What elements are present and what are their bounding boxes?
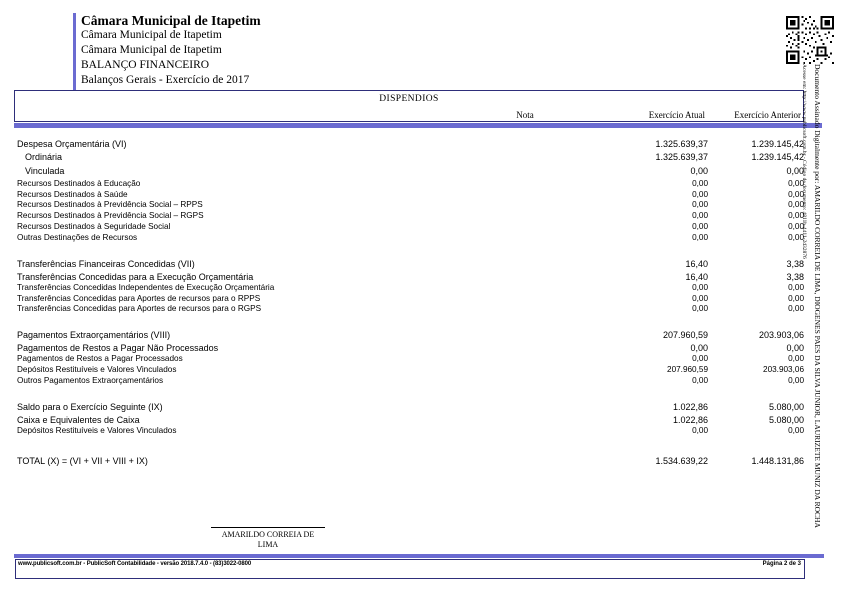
row-nota: [498, 294, 558, 305]
row-value-exercicio-anterior: 0,00: [788, 375, 804, 385]
row-nota: [498, 376, 558, 387]
row-value-exercicio-atual: 0,00: [692, 304, 708, 314]
row-nota: [498, 330, 558, 341]
row-label: Pagamentos de Restos a Pagar Processados: [17, 354, 183, 364]
row-label: Recursos Destinados à Seguridade Social: [17, 222, 171, 232]
org-name-line3: Câmara Municipal de Itapetim: [81, 44, 222, 56]
row-nota: [498, 283, 558, 294]
qr-code-icon: [786, 16, 834, 64]
row-value-exercicio-atual: 0,00: [692, 200, 708, 210]
row-label: Transferências Concedidas Independentes de Execução Orçamentária: [17, 282, 275, 292]
footer-software-info: www.publicsoft.com.br - PublicSoft Contabilidade - versão 2018.7.4.0 - (83)3022-0800: [18, 561, 252, 567]
table-row: [17, 376, 804, 387]
row-value-exercicio-anterior: 0,00: [788, 354, 804, 364]
row-value-exercicio-atual: 0,00: [692, 354, 708, 364]
row-value-exercicio-atual: 1.022,86: [672, 414, 708, 425]
row-nota: [498, 426, 558, 437]
row-nota: [498, 365, 558, 376]
row-value-exercicio-atual: 0,00: [692, 425, 708, 435]
row-nota: [498, 190, 558, 201]
row-label: Recursos Destinados à Previdência Social – RGPS: [17, 211, 204, 221]
row-nota: [498, 139, 558, 150]
signature-name-line2: LIMA: [257, 539, 279, 549]
row-value-exercicio-atual: 0,00: [690, 165, 708, 176]
footer-divider-bar: [14, 554, 824, 558]
row-label: TOTAL (X) = (VI + VII + VIII + IX): [17, 455, 148, 466]
row-value-exercicio-atual: 1.022,86: [672, 401, 708, 412]
row-label: Outros Pagamentos Extraorçamentários: [17, 375, 164, 385]
row-nota: [498, 415, 558, 426]
table-row: [17, 365, 804, 376]
table-row: [17, 200, 804, 211]
table-rows: [17, 139, 804, 466]
row-nota: [498, 233, 558, 244]
table-row: [17, 304, 804, 315]
row-value-exercicio-anterior: 0,00: [788, 304, 804, 314]
row-value-exercicio-atual: 0,00: [692, 189, 708, 199]
row-nota: [498, 354, 558, 365]
row-nota: [498, 304, 558, 315]
row-label: Vinculada: [25, 165, 65, 176]
table-row: [17, 179, 804, 190]
row-nota: [498, 402, 558, 413]
row-value-exercicio-atual: 0,00: [692, 293, 708, 303]
column-header-exercicio-atual: Exercício Atual: [648, 110, 705, 120]
row-value-exercicio-anterior: 0,00: [788, 222, 804, 232]
row-value-exercicio-anterior: 203.903,06: [763, 365, 804, 375]
row-value-exercicio-anterior: 0,00: [788, 232, 804, 242]
table-row: [17, 222, 804, 233]
row-value-exercicio-atual: 1.325.639,37: [655, 152, 708, 163]
row-label: Ordinária: [25, 152, 63, 163]
row-nota: [498, 179, 558, 190]
table-row: [17, 283, 804, 294]
report-subtitle: Balanços Gerais - Exercício de 2017: [81, 74, 250, 86]
row-label: Depósitos Restituíveis e Valores Vinculados: [17, 365, 177, 375]
table-row: [17, 152, 804, 163]
row-value-exercicio-atual: 1.325.639,37: [655, 139, 708, 149]
row-value-exercicio-atual: 0,00: [692, 178, 708, 188]
row-value-exercicio-atual: 16,40: [685, 271, 708, 282]
table-row: [17, 166, 804, 177]
row-value-exercicio-anterior: 0,00: [788, 178, 804, 188]
row-label: Recursos Destinados à Previdência Social – RPPS: [17, 200, 203, 210]
table-row: [17, 211, 804, 222]
row-value-exercicio-anterior: 0,00: [788, 211, 804, 221]
row-nota: [498, 456, 558, 467]
table-section-title: DISPENDIOS: [379, 94, 439, 104]
row-value-exercicio-atual: 0,00: [692, 232, 708, 242]
table-row: [17, 294, 804, 305]
row-value-exercicio-atual: 1.534.639,22: [655, 455, 708, 466]
row-value-exercicio-atual: 16,40: [685, 258, 708, 269]
signature-block: [205, 527, 331, 549]
row-value-exercicio-anterior: 5.080,00: [768, 414, 804, 425]
column-header-nota: Nota: [516, 110, 534, 120]
row-nota: [498, 211, 558, 222]
signature-name-line1: AMARILDO CORREIA DE: [221, 530, 315, 539]
row-label: Pagamentos de Restos a Pagar Não Processados: [17, 343, 219, 354]
table-row: [17, 259, 804, 270]
signature-rule: [211, 527, 325, 528]
report-title: BALANÇO FINANCEIRO: [81, 59, 210, 71]
row-label: Transferências Financeiras Concedidas (VII): [17, 258, 195, 269]
row-value-exercicio-anterior: 5.080,00: [768, 401, 804, 412]
row-label: Transferências Concedidas para Aportes de recursos para o RGPS: [17, 304, 262, 314]
table-column-headers: [15, 110, 803, 120]
table-row: [17, 190, 804, 201]
row-nota: [498, 272, 558, 283]
table-row: [17, 330, 804, 341]
header-divider-bar: [14, 123, 822, 128]
row-label: Caixa e Equivalentes de Caixa: [17, 414, 140, 425]
row-label: Transferências Concedidas para Aportes de recursos para o RPPS: [17, 293, 261, 303]
row-value-exercicio-atual: 207.960,59: [662, 330, 708, 341]
table-row: [17, 456, 804, 467]
row-value-exercicio-anterior: 3,38: [786, 271, 804, 282]
row-nota: [498, 200, 558, 211]
table-row: [17, 272, 804, 283]
row-nota: [498, 259, 558, 270]
row-value-exercicio-anterior: 1.239.145,42: [751, 152, 804, 163]
row-nota: [498, 222, 558, 233]
row-value-exercicio-anterior: 1.239.145,42: [751, 139, 804, 149]
table-header-box: [14, 90, 804, 122]
footer-box: [15, 559, 805, 579]
row-value-exercicio-anterior: 0,00: [788, 293, 804, 303]
row-value-exercicio-atual: 0,00: [692, 222, 708, 232]
row-label: Despesa Orçamentária (VI): [17, 139, 127, 149]
table-row: [17, 139, 804, 150]
side-text-digital-signature: Documento Assinado Digitalmente por: AMARILDO CORREIA DE LIMA, DIOGENES PAES DA SILVA JUNIOR, LAURIZETE MUNIZ DA ROCHA: [813, 64, 822, 528]
row-value-exercicio-anterior: 1.448.131,86: [751, 455, 804, 466]
row-label: Transferências Concedidas para a Execução Orçamentária: [17, 271, 254, 282]
document-header: [73, 13, 261, 91]
column-header-exercicio-anterior: Exercício Anterior: [734, 110, 801, 120]
column-header-spacer: [15, 110, 495, 120]
row-value-exercicio-atual: 207.960,59: [667, 365, 708, 375]
row-value-exercicio-anterior: 0,00: [788, 282, 804, 292]
row-nota: [498, 152, 558, 163]
row-value-exercicio-atual: 0,00: [692, 375, 708, 385]
row-label: Recursos Destinados à Educação: [17, 178, 141, 188]
row-label: Outras Destinações de Recursos: [17, 232, 138, 242]
row-value-exercicio-anterior: 203.903,06: [758, 330, 804, 341]
table-row: [17, 354, 804, 365]
row-value-exercicio-atual: 0,00: [692, 282, 708, 292]
table-row: [17, 426, 804, 437]
table-row: [17, 233, 804, 244]
row-label: Saldo para o Exercício Seguinte (IX): [17, 401, 163, 412]
row-value-exercicio-atual: 0,00: [690, 343, 708, 354]
row-value-exercicio-atual: 0,00: [692, 211, 708, 221]
org-name-line2: Câmara Municipal de Itapetim: [81, 29, 222, 41]
row-value-exercicio-anterior: 0,00: [788, 200, 804, 210]
table-row: [17, 415, 804, 426]
row-value-exercicio-anterior: 0,00: [786, 165, 804, 176]
table-row: [17, 402, 804, 413]
row-value-exercicio-anterior: 3,38: [786, 258, 804, 269]
table-row: [17, 343, 804, 354]
row-value-exercicio-anterior: 0,00: [788, 425, 804, 435]
org-name-bold: Câmara Municipal de Itapetim: [81, 13, 261, 28]
footer-page-number: Página 2 de 3: [762, 561, 801, 567]
row-nota: [498, 166, 558, 177]
side-text-access-link: Acesse em: http://www.publicsoft.com.br - Código de documento: 4811b-4411-2d32876: [801, 64, 807, 259]
row-value-exercicio-anterior: 0,00: [786, 343, 804, 354]
row-label: Depósitos Restituíveis e Valores Vinculados: [17, 425, 177, 435]
row-label: Pagamentos Extraorçamentários (VIII): [17, 330, 171, 341]
row-label: Recursos Destinados à Saúde: [17, 189, 128, 199]
row-value-exercicio-anterior: 0,00: [788, 189, 804, 199]
row-nota: [498, 343, 558, 354]
